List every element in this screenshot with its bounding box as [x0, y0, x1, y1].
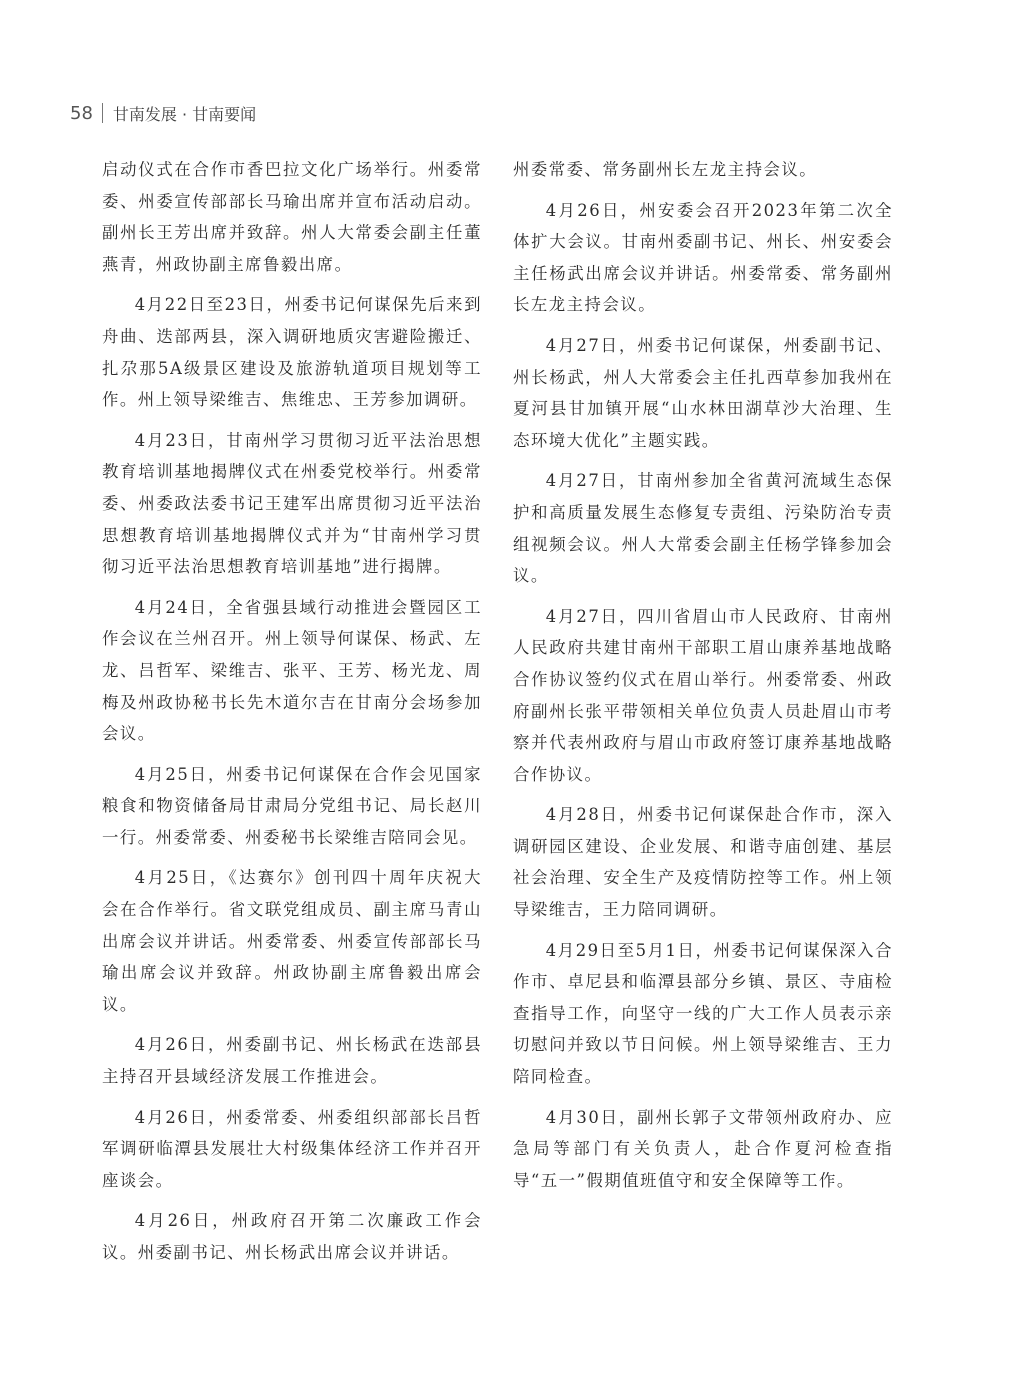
paragraph: 4月25日，州委书记何谋保在合作会见国家粮食和物资储备局甘肃局分党组书记、局长赵川一行。州委常委、州委秘书长梁维吉陪同会见。: [102, 764, 482, 847]
paragraph: 4月27日，四川省眉山市人民政府、甘南州人民政府共建甘南州干部职工眉山康养基地战略合作协议签约仪式在眉山举行。州委常委、州政府副州长张平带领相关单位负责人员赴眉山市考察并代表州政府与眉山市政府签订康养基地战略合作协议。: [513, 606, 893, 784]
paragraph: 4月27日，州委书记何谋保，州委副书记、州长杨武，州人大常委会主任扎西草参加我州在夏河县甘加镇开展“山水林田湖草沙大治理、生态环境大优化”主题实践。: [513, 335, 893, 450]
section-title: 甘南发展 · 甘南要闻: [112, 104, 257, 124]
paragraph: 4月26日，州安委会召开2023年第二次全体扩大会议。甘南州委副书记、州长、州安委会主任杨武出席会议并讲话。州委常委、常务副州长左龙主持会议。: [513, 200, 893, 315]
paragraph: 4月28日，州委书记何谋保赴合作市，深入调研园区建设、企业发展、和谐寺庙创建、基层社会治理、安全生产及疫情防控等工作。州上领导梁维吉，王力陪同调研。: [513, 805, 893, 920]
paragraph: 4月23日，甘南州学习贯彻习近平法治思想教育培训基地揭牌仪式在州委党校举行。州委常委、州委政法委书记王建军出席贯彻习近平法治思想教育培训基地揭牌仪式并为“甘南州学习贯彻习近平法治思想教育培训基地”进行揭牌。: [102, 430, 482, 577]
paragraph: 4月29日至5月1日，州委书记何谋保深入合作市、卓尼县和临潭县部分乡镇、景区、寺庙检查指导工作，向坚守一线的广大工作人员表示亲切慰问并致以节日问候。州上领导梁维吉、王力陪同检查。: [513, 940, 893, 1087]
paragraph: 4月30日，副州长郭子文带领州政府办、应急局等部门有关负责人，赴合作夏河检查指导“五一”假期值班值守和安全保障等工作。: [513, 1107, 893, 1190]
page-number: 58: [70, 102, 93, 124]
paragraph: 启动仪式在合作市香巴拉文化广场举行。州委常委、州委宣传部部长马瑜出席并宣布活动启动。副州长王芳出席并致辞。州人大常委会副主任董燕青，州政协副主席鲁毅出席。: [102, 160, 482, 274]
paragraph: 4月26日，州政府召开第二次廉政工作会议。州委副书记、州长杨武出席会议并讲话。: [102, 1211, 482, 1262]
header-divider: [102, 103, 103, 123]
right-column: [513, 154, 893, 1196]
paragraph: 4月26日，州委副书记、州长杨武在迭部县主持召开县域经济发展工作推进会。: [102, 1035, 482, 1087]
paragraph: 4月27日，甘南州参加全省黄河流域生态保护和高质量发展生态修复专责组、污染防治专责组视频会议。州人大常委会副主任杨学锋参加会议。: [513, 471, 893, 586]
paragraph: 4月25日，《达赛尔》创刊四十周年庆祝大会在合作举行。省文联党组成员、副主席马青山出席会议并讲话。州委常委、州委宣传部部长马瑜出席会议并致辞。州政协副主席鲁毅出席会议。: [102, 868, 482, 1014]
paragraph: 4月24日，全省强县域行动推进会暨园区工作会议在兰州召开。州上领导何谋保、杨武、左龙、吕哲军、梁维吉、张平、王芳、杨光龙、周梅及州政协秘书长先木道尔吉在甘南分会场参加会议。: [102, 597, 482, 744]
paragraph: 4月22日至23日，州委书记何谋保先后来到舟曲、迭部两县，深入调研地质灾害避险搬迁、扎尕那5A级景区建设及旅游轨道项目规划等工作。州上领导梁维吉、焦维忠、王芳参加调研。: [102, 295, 482, 410]
paragraph: 州委常委、常务副州长左龙主持会议。: [513, 160, 818, 179]
page-header: [70, 98, 256, 128]
left-column: [102, 154, 482, 1269]
paragraph: 4月26日，州委常委、州委组织部部长吕哲军调研临潭县发展壮大村级集体经济工作并召开座谈会。: [102, 1107, 482, 1190]
